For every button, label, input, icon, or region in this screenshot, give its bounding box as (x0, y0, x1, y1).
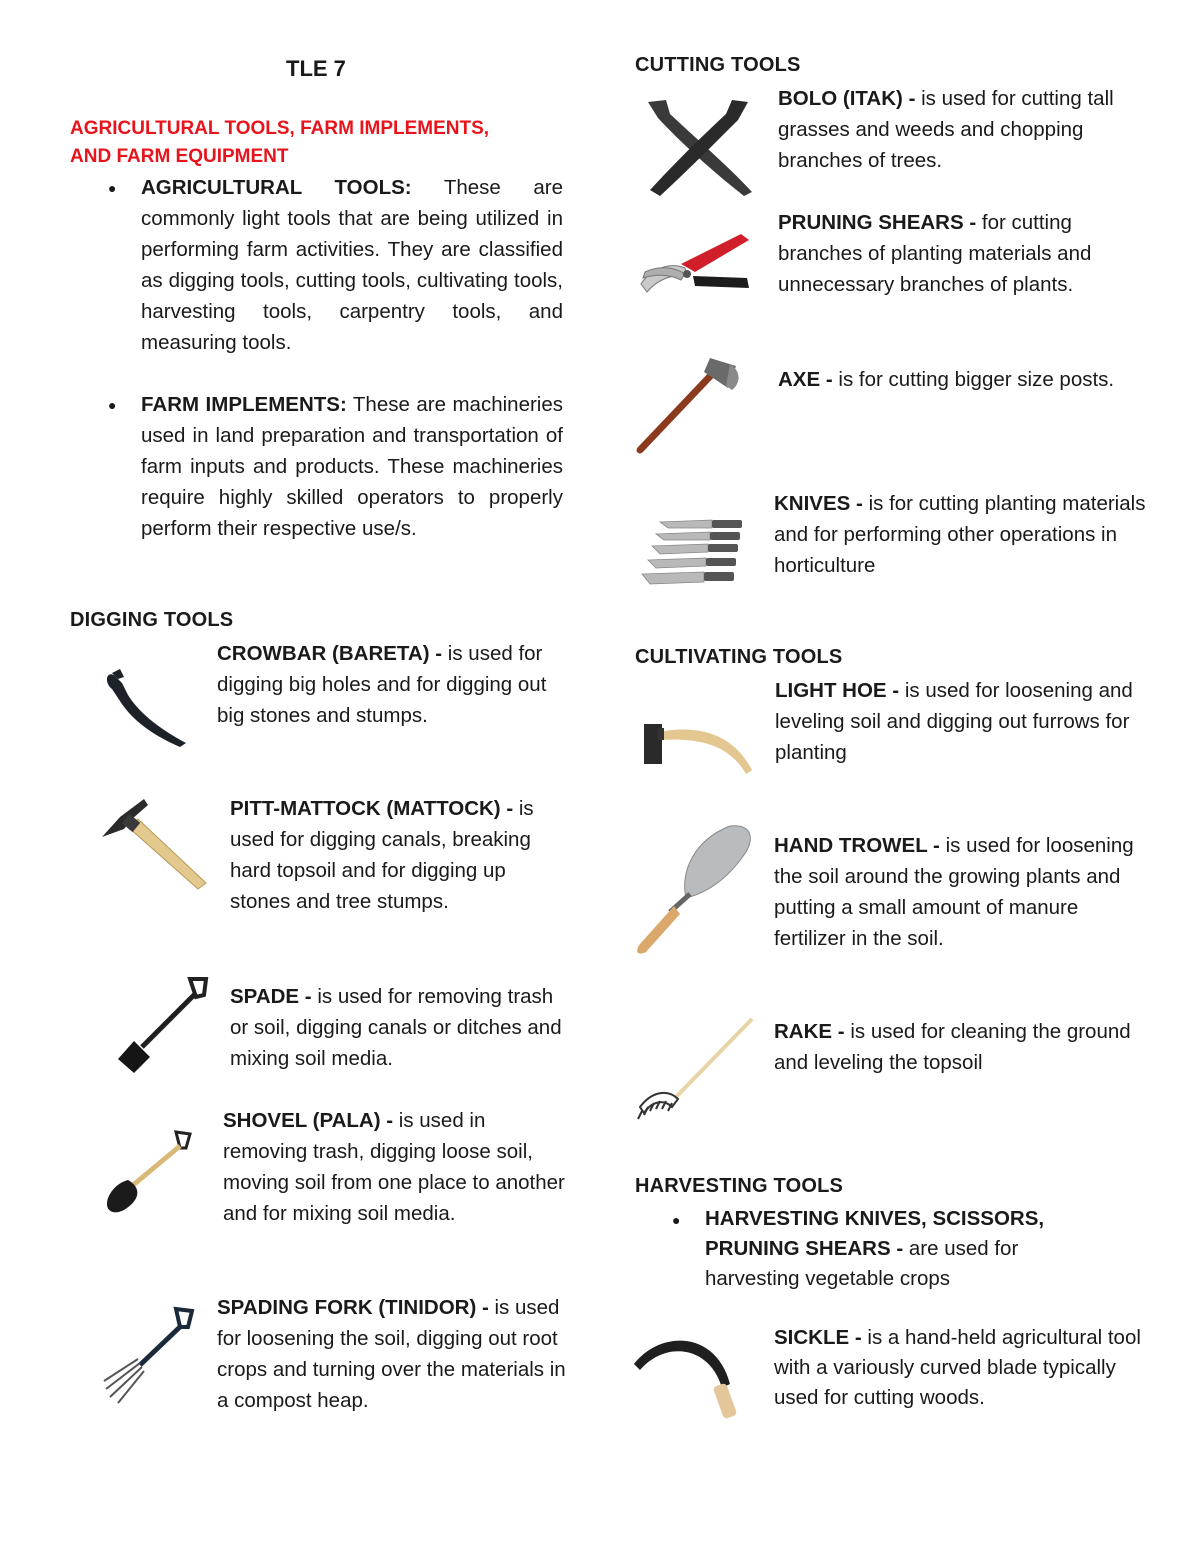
hoe-icon (640, 714, 760, 776)
tool-crowbar: CROWBAR (BARETA) - is used for digging big holes and for digging out big stones and stumps. (217, 642, 547, 727)
tool-pruning-shears: PRUNING SHEARS - for cutting branches of planting materials and unnecessary branches of plants. (778, 211, 1092, 296)
mattock-icon (98, 797, 208, 897)
page-subtitle: AGRICULTURAL TOOLS, FARM IMPLEMENTS, AND FARM EQUIPMENT (70, 118, 490, 167)
tool-knives: KNIVES - is for cutting planting materials and for performing other operations in horticulture (774, 492, 1146, 577)
shovel-icon (102, 1128, 192, 1218)
sickle-icon (630, 1330, 755, 1420)
page-title: TLE 7 (286, 56, 346, 81)
tool-rake: RAKE - is used for cleaning the ground and leveling the topsoil (774, 1020, 1131, 1074)
tool-mattock: PITT-MATTOCK (MATTOCK) - is used for digging canals, breaking hard topsoil and for digging up stones and tree stumps. (230, 797, 534, 913)
fork-icon (100, 1305, 200, 1405)
tool-spading-fork: SPADING FORK (TINIDOR) - is used for loosening the soil, digging out root crops and turning over the materials in a compost heap. (217, 1296, 566, 1412)
bullet-dot: ● (108, 397, 117, 413)
cutting-tools-heading: CUTTING TOOLS (635, 54, 801, 76)
harvesting-bullet: HARVESTING KNIVES, SCISSORS, PRUNING SHEARS - are used for harvesting vegetable crops (705, 1207, 1045, 1290)
tool-light-hoe: LIGHT HOE - is used for loosening and leveling soil and digging out furrows for planting (775, 679, 1133, 764)
bolo-icon (640, 96, 755, 201)
bullet-dot: ● (672, 1212, 681, 1228)
rake-icon (632, 1015, 757, 1120)
tool-shovel: SHOVEL (PALA) - is used in removing trash, digging loose soil, moving soil from one place to another and for mixing soil media. (223, 1109, 565, 1225)
tool-sickle: SICKLE - is a hand-held agricultural tool with a variously curved blade typically used for cutting woods. (774, 1326, 1141, 1409)
trowel-icon (630, 822, 755, 957)
spade-icon (112, 975, 212, 1075)
cultivating-tools-heading: CULTIVATING TOOLS (635, 646, 843, 668)
axe-icon (632, 352, 747, 457)
harvesting-tools-heading: HARVESTING TOOLS (635, 1175, 844, 1197)
digging-tools-heading: DIGGING TOOLS (70, 609, 234, 631)
bullet-dot: ● (108, 180, 117, 196)
tool-bolo: BOLO (ITAK) - is used for cutting tall grasses and weeds and chopping branches of trees. (778, 87, 1114, 172)
intro-item-agricultural-tools: AGRICULTURAL TOOLS: These are commonly light tools that are being utilized in performing farm activities. They are classified as digging tools, cutting tools, cultivating tools, harvesting tools, carpentry tools, and measuring tools. (141, 176, 563, 354)
knives-icon (638, 512, 748, 592)
tool-hand-trowel: HAND TROWEL - is used for loosening the soil around the growing plants and putting a small amount of manure fertilizer in the soil. (774, 834, 1134, 950)
tool-axe: AXE - is for cutting bigger size posts. (778, 368, 1115, 391)
pruning-shears-icon (637, 228, 757, 313)
tool-spade: SPADE - is used for removing trash or soil, digging canals or ditches and mixing soil media. (230, 985, 562, 1070)
intro-item-farm-implements: FARM IMPLEMENTS: These are machineries used in land preparation and transportation of farm inputs and products. These machineries require highly skilled operators to properly perform their respective use/s. (141, 393, 563, 540)
crowbar-icon (100, 665, 200, 755)
